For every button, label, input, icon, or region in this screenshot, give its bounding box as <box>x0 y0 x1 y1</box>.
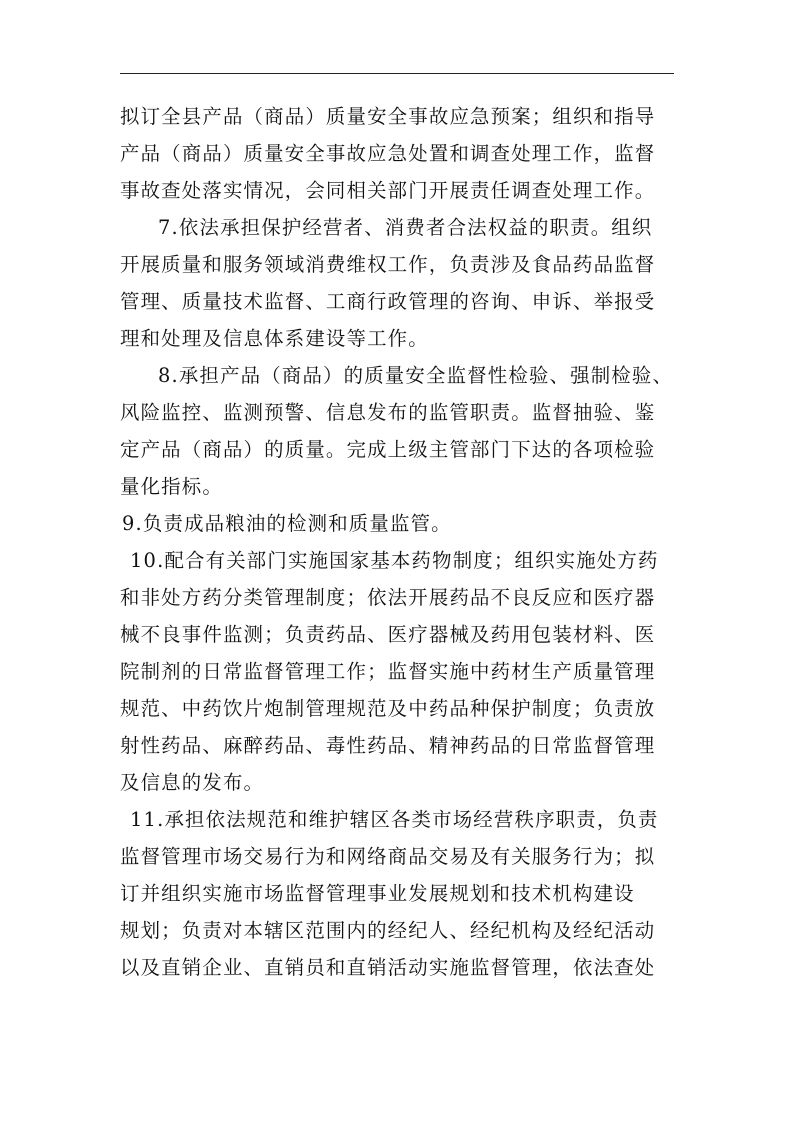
text-line: 规划；负责对本辖区范围内的经纪人、经纪机构及经纪活动 <box>120 919 656 942</box>
text-line: 及信息的发布。 <box>120 771 265 794</box>
item-10-heading-line: 10.配合有关部门实施国家基本药物制度；组织实施处方药 <box>130 549 659 572</box>
text-line: 风险监控、监测预警、信息发布的监管职责。监督抽验、鉴 <box>120 401 656 424</box>
text-line: 规范、中药饮片炮制管理规范及中药品种保护制度；负责放 <box>120 697 656 720</box>
text-line: 定产品（商品）的质量。完成上级主管部门下达的各项检验 <box>120 438 656 461</box>
text-line: 量化指标。 <box>120 475 223 498</box>
text-line: 拟订全县产品（商品）质量安全事故应急预案；组织和指导 <box>120 105 656 128</box>
document-body <box>120 98 680 986</box>
text-line: 管理、质量技术监督、工商行政管理的咨询、申诉、举报受 <box>120 290 656 313</box>
text-line: 订并组织实施市场监督管理事业发展规划和技术机构建设 <box>120 882 635 905</box>
text-line: 监督管理市场交易行为和网络商品交易及有关服务行为；拟 <box>120 845 656 868</box>
text-line: 和非处方药分类管理制度；依法开展药品不良反应和医疗器 <box>120 586 656 609</box>
header-rule <box>120 73 674 74</box>
item-9-line: 9.负责成品粮油的检测和质量监管。 <box>122 512 452 535</box>
text-line: 理和处理及信息体系建设等工作。 <box>120 327 429 350</box>
item-8-heading-line: 8.承担产品（商品）的质量安全监督性检验、强制检验、 <box>158 364 674 387</box>
text-line: 开展质量和服务领域消费维权工作，负责涉及食品药品监督 <box>120 253 656 276</box>
text-line: 械不良事件监测；负责药品、医疗器械及药用包装材料、医 <box>120 623 656 646</box>
text-line: 产品（商品）质量安全事故应急处置和调查处理工作，监督 <box>120 142 656 165</box>
item-7-heading-line: 7.依法承担保护经营者、消费者合法权益的职责。组织 <box>158 216 653 239</box>
text-line: 事故查处落实情况，会同相关部门开展责任调查处理工作。 <box>120 179 656 202</box>
text-line: 射性药品、麻醉药品、毒性药品、精神药品的日常监督管理 <box>120 734 656 757</box>
text-line: 以及直销企业、直销员和直销活动实施监督管理，依法查处 <box>120 956 656 979</box>
text-line: 院制剂的日常监督管理工作；监督实施中药材生产质量管理 <box>120 660 656 683</box>
item-11-heading-line: 11.承担依法规范和维护辖区各类市场经营秩序职责，负责 <box>130 808 659 831</box>
